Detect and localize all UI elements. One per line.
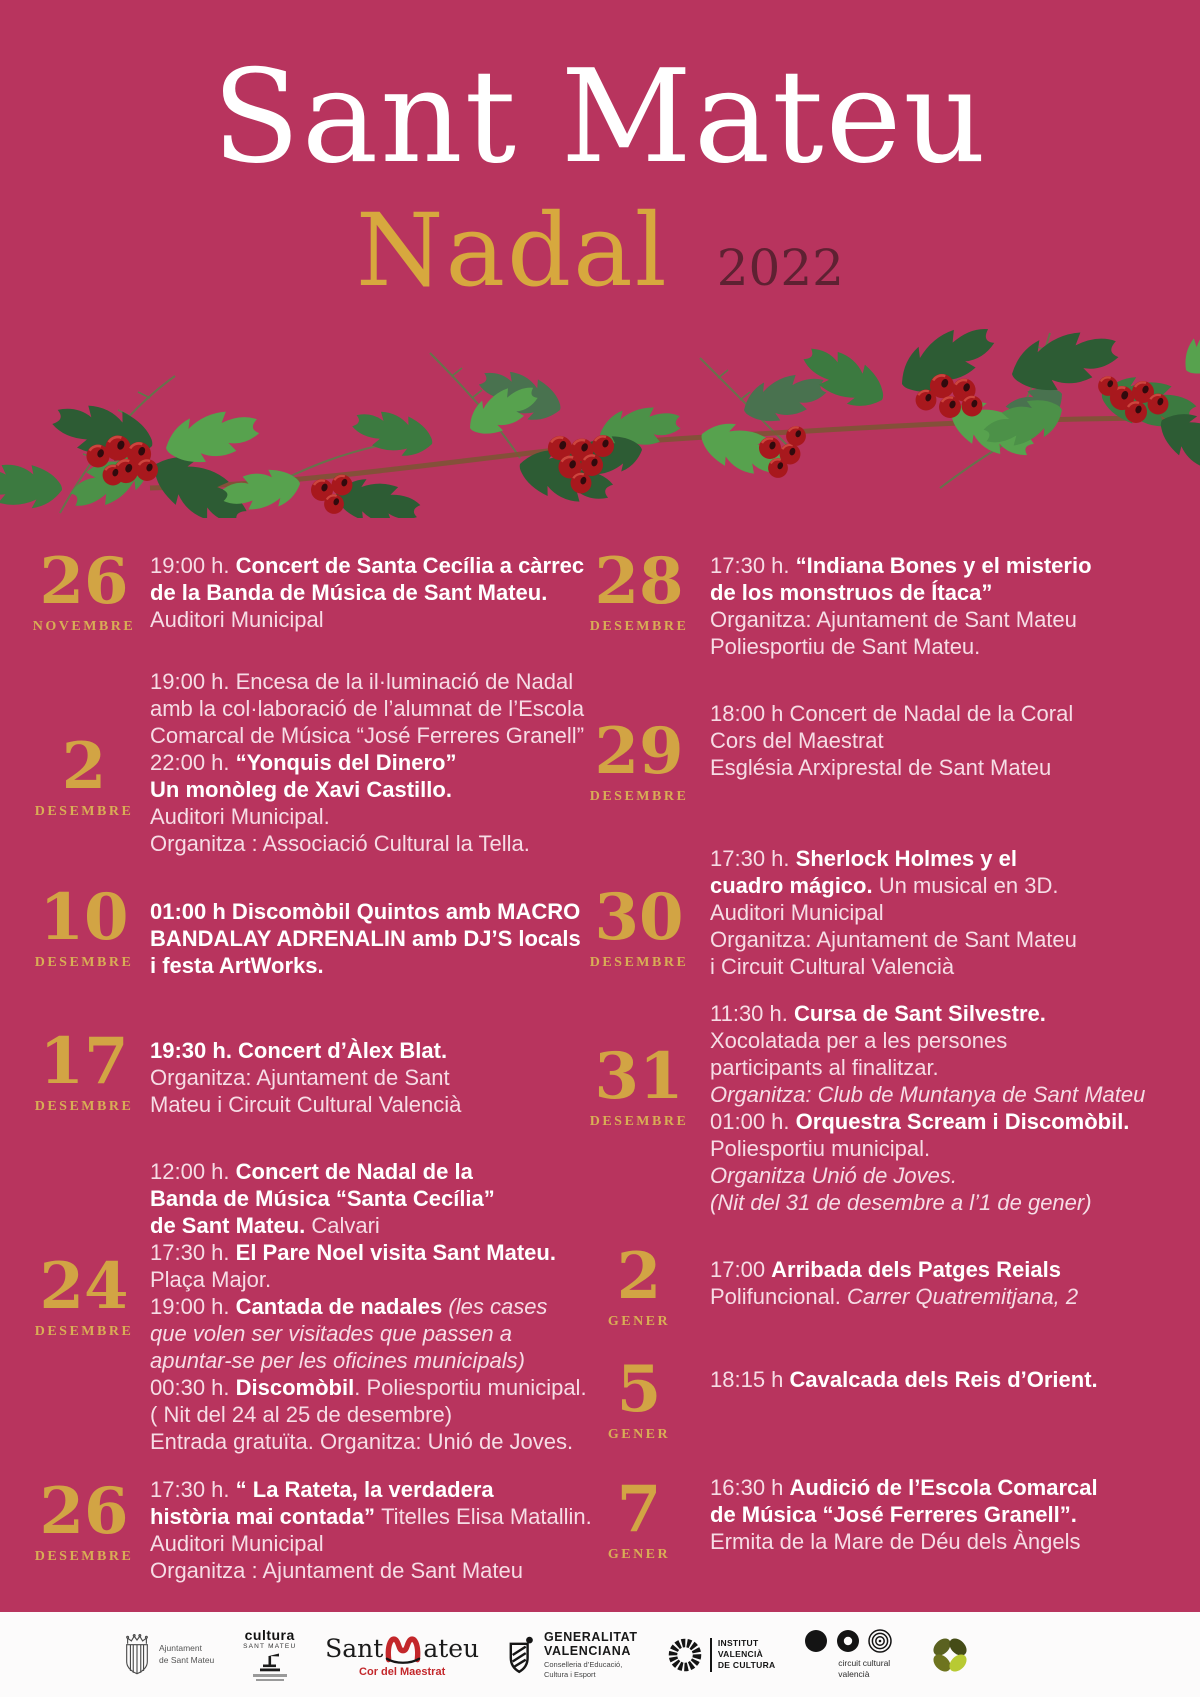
cultura-title: cultura (244, 1626, 295, 1643)
event-text-line (150, 579, 584, 606)
event-text-segment: Sherlock Holmes y el (795, 846, 1017, 871)
generalitat-emblem-icon (508, 1634, 536, 1676)
event-text-line (150, 1530, 592, 1557)
event-text-segment: Organitza : Associació Cultural la Tella. (150, 831, 530, 856)
event-text-line (150, 1557, 592, 1584)
event-text-segment: Concert de Santa Cecília a càrrec (235, 553, 585, 578)
date-number: 10 (39, 880, 129, 955)
event-text-segment: (les cases (448, 1294, 548, 1319)
event-text-segment: Titelles Elisa Matallin. (381, 1504, 592, 1529)
event-text-segment: participants al finalitzar. (710, 1055, 939, 1080)
event-text-segment: Organitza : Ajuntament de Sant Mateu (150, 1558, 524, 1583)
event-text-segment: BANDALAY ADRENALIN amb DJ’S locals (150, 926, 581, 951)
logo-institut-valencia-de-cultura (666, 1636, 775, 1674)
event-text-segment: . Poliesportiu municipal. (354, 1375, 587, 1400)
event-text-line (150, 776, 584, 803)
event-text-segment: història mai contada” (150, 1504, 382, 1529)
event-text-segment: Arribada dels Patges Reials (771, 1257, 1061, 1282)
event-text-line (710, 1256, 1078, 1283)
date-month: GENER (607, 1314, 671, 1329)
event-text-segment: 19:00 h. Encesa de la il·luminació de Nadal (150, 669, 574, 694)
event-description-24-desembre (150, 1158, 587, 1455)
event-text-segment: Calvari (311, 1213, 380, 1238)
event-text-line (150, 668, 584, 695)
event-text-line (710, 1528, 1098, 1555)
event-text-segment: Orquestra Scream i Discomòbil. (795, 1109, 1130, 1134)
event-text-line (710, 872, 1077, 899)
event-text-segment: de la Banda de Música de Sant Mateu. (150, 580, 548, 605)
event-text-segment: Poliesportiu municipal. (710, 1136, 931, 1161)
event-date-24-desembre (28, 1249, 140, 1340)
event-text-line (150, 606, 584, 633)
santmateu-word-start: Sant (325, 1633, 384, 1663)
event-text-segment: cuadro mágico. (710, 873, 879, 898)
event-text-segment: 17:30 h. (150, 1240, 236, 1265)
santmateu-word-end: ateu (423, 1633, 480, 1663)
date-month: NOVEMBRE (32, 619, 136, 634)
date-month: DESEMBRE (34, 1549, 134, 1564)
event-text-line (150, 1064, 461, 1091)
event-text-segment: 17:00 (710, 1257, 772, 1282)
holly-garland-illustration (0, 298, 1200, 518)
event-date-31-desembre (583, 1039, 695, 1130)
logo-ajuntament-sant-mateu (122, 1632, 214, 1678)
event-text-line (710, 1054, 1145, 1081)
event-text-segment: (Nit del 31 de desembre a l’1 de gener) (710, 1190, 1092, 1215)
event-text-line (710, 700, 1073, 727)
event-text-line (710, 1081, 1145, 1108)
event-text-segment: “Indiana Bones y el misterio (795, 553, 1092, 578)
event-text-segment: 00:30 h. (150, 1375, 236, 1400)
gva-title-line: GENERALITAT (543, 1629, 638, 1644)
event-text-line (150, 1158, 587, 1185)
ivc-text-line: INSTITUT (717, 1637, 759, 1648)
event-text-line (710, 1474, 1098, 1501)
event-text-segment: 19:30 h. Concert d’Àlex Blat. (150, 1038, 448, 1063)
event-text-segment: 18:00 h Concert de Nadal de la Coral (710, 701, 1074, 726)
event-text-segment: apuntar-se per les oficines municipals) (150, 1348, 525, 1373)
event-text-segment: Poliesportiu de Sant Mateu. (710, 634, 981, 659)
event-text-line (150, 1293, 587, 1320)
event-date-30-desembre (583, 880, 695, 971)
event-text-line (150, 1476, 592, 1503)
event-text-segment: 17:30 h. (150, 1477, 236, 1502)
event-date-2-desembre (28, 729, 140, 820)
event-text-segment: Audició de l’Escola Comarcal (789, 1475, 1098, 1500)
event-text-line (710, 1366, 1098, 1393)
date-number: 30 (594, 880, 684, 955)
event-description-2-gener (710, 1256, 1078, 1310)
date-month: DESEMBRE (589, 619, 689, 634)
event-text-segment: i festa ArtWorks. (150, 953, 324, 978)
event-text-line (710, 1027, 1145, 1054)
event-date-10-desembre (28, 880, 140, 971)
event-text-segment: 22:00 h. (150, 750, 236, 775)
event-date-29-desembre (583, 714, 695, 805)
event-description-17-desembre (150, 1037, 461, 1118)
event-date-28-desembre (583, 544, 695, 635)
event-text-segment: Ermita de la Mare de Déu dels Àngels (710, 1529, 1081, 1554)
event-text-line (150, 1185, 587, 1212)
event-text-line (150, 1320, 587, 1347)
event-description-10-desembre (150, 898, 581, 979)
event-date-26-novembre (28, 544, 140, 635)
poster-title: Sant Mateu (212, 43, 988, 192)
event-text-line (710, 1000, 1145, 1027)
event-text-segment: 17:30 h. (710, 553, 796, 578)
event-text-segment: Concert de Nadal de la (235, 1159, 473, 1184)
circuit-text-line: valencià (838, 1669, 870, 1679)
event-text-segment: 12:00 h. (150, 1159, 236, 1184)
event-description-2-desembre (150, 668, 584, 857)
cultura-press-icon (258, 1652, 282, 1672)
event-text-line (150, 749, 584, 776)
event-text-line (150, 552, 584, 579)
ivc-mosaic-circle-icon (666, 1636, 704, 1674)
event-text-line (150, 898, 581, 925)
date-month: DESEMBRE (589, 1114, 689, 1129)
event-text-segment: Entrada gratuïta. Organitza: Unió de Joves. (150, 1429, 574, 1454)
event-description-28-desembre (710, 552, 1092, 660)
event-text-segment: Organitza: Ajuntament de Sant Mateu (710, 607, 1077, 632)
event-text-segment: ( Nit del 24 al 25 de desembre) (150, 1402, 453, 1427)
event-text-line (150, 1212, 587, 1239)
event-text-segment: “ La Rateta, la verdadera (235, 1477, 494, 1502)
event-text-line (150, 1503, 592, 1530)
date-number: 2 (616, 1239, 662, 1314)
event-text-line (710, 552, 1092, 579)
event-text-line (710, 1501, 1098, 1528)
circuit-circles-icon (804, 1629, 896, 1655)
event-text-line (150, 952, 581, 979)
date-number: 26 (39, 544, 129, 619)
event-text-segment: Comarcal de Música “José Ferreres Granell” (150, 723, 585, 748)
poster-year: 2022 (716, 239, 844, 297)
event-text-segment: Auditori Municipal (710, 900, 884, 925)
event-text-line (710, 633, 1092, 660)
event-text-line (150, 1091, 461, 1118)
event-text-line (150, 1239, 587, 1266)
sant-mateu-m-icon (383, 1631, 423, 1665)
ajuntament-caption-line: Ajuntament (159, 1643, 202, 1654)
event-text-segment: Auditori Municipal (150, 1531, 324, 1556)
event-text-segment: de los monstruos de Ítaca” (710, 580, 993, 605)
event-text-line (710, 727, 1073, 754)
event-text-line (710, 953, 1077, 980)
date-month: DESEMBRE (34, 1324, 134, 1339)
event-text-line (150, 830, 584, 857)
event-text-segment: 01:00 h. (710, 1109, 796, 1134)
event-text-segment: 19:00 h. (150, 553, 236, 578)
date-month: DESEMBRE (34, 955, 134, 970)
event-text-line (710, 1162, 1145, 1189)
event-text-segment: Un musical en 3D. (878, 873, 1059, 898)
event-description-26-novembre (150, 552, 584, 633)
logo-generalitat-valenciana (508, 1630, 638, 1680)
event-text-segment: Cors del Maestrat (710, 728, 884, 753)
event-text-segment: Organitza: Club de Muntanya de Sant Mateu (710, 1082, 1146, 1107)
event-text-line (710, 579, 1092, 606)
event-description-26-desembre (150, 1476, 592, 1584)
event-date-2-gener (583, 1239, 695, 1330)
date-number: 26 (39, 1474, 129, 1549)
logo-cultura-sant-mateu (243, 1628, 296, 1682)
poster-subtitle-row (0, 192, 1200, 309)
event-text-line (710, 926, 1077, 953)
date-month: DESEMBRE (34, 804, 134, 819)
event-text-line (150, 722, 584, 749)
date-number: 24 (39, 1249, 129, 1324)
event-text-line (710, 845, 1077, 872)
event-date-17-desembre (28, 1024, 140, 1115)
date-month: DESEMBRE (34, 1099, 134, 1114)
event-text-segment: 11:30 h. (710, 1001, 794, 1026)
cultura-subtitle: SANT MATEU (243, 1642, 297, 1650)
event-text-segment: Polifuncional. (710, 1284, 847, 1309)
santmateu-tagline: Cor del Maestrat (359, 1666, 446, 1678)
event-text-line (150, 803, 584, 830)
event-text-line (710, 1189, 1145, 1216)
event-text-line (150, 1374, 587, 1401)
event-text-segment: Cursa de Sant Silvestre. (794, 1001, 1046, 1026)
event-text-segment: que volen ser visitades que passen a (150, 1321, 513, 1346)
event-date-5-gener (583, 1352, 695, 1443)
event-text-segment: El Pare Noel visita Sant Mateu. (235, 1240, 556, 1265)
event-text-line (710, 754, 1073, 781)
event-date-26-desembre (28, 1474, 140, 1565)
ajuntament-crest-icon (122, 1632, 152, 1678)
date-number: 17 (39, 1024, 129, 1099)
event-text-segment: 19:00 h. (150, 1294, 236, 1319)
event-text-segment: 18:15 h (710, 1367, 790, 1392)
event-description-31-desembre (710, 1000, 1145, 1216)
ivc-divider (710, 1638, 712, 1672)
event-text-segment: Cavalcada dels Reis d’Orient. (789, 1367, 1098, 1392)
event-text-segment: Església Arxiprestal de Sant Mateu (710, 755, 1052, 780)
logo-clover (925, 1630, 975, 1680)
event-text-segment: Auditori Municipal. (150, 804, 330, 829)
event-text-line (150, 1266, 587, 1293)
event-text-line (710, 1283, 1078, 1310)
date-number: 5 (616, 1352, 662, 1427)
event-description-7-gener (710, 1474, 1098, 1555)
event-text-segment: Xocolatada per a les persones (710, 1028, 1008, 1053)
event-text-line (710, 1108, 1145, 1135)
event-text-segment: amb la col·laboració de l’alumnat de l’Escola (150, 696, 585, 721)
ivc-text-line: VALENCIÀ (717, 1648, 764, 1659)
event-description-30-desembre (710, 845, 1077, 980)
date-month: DESEMBRE (589, 789, 689, 804)
circuit-text-line: circuit cultural (838, 1658, 891, 1669)
event-text-segment: Plaça Major. (150, 1267, 272, 1292)
logo-sant-mateu-cor-del-maestrat (325, 1631, 479, 1678)
event-date-7-gener (583, 1472, 695, 1563)
event-text-segment: Un monòleg de Xavi Castillo. (150, 777, 452, 802)
event-text-line (150, 1347, 587, 1374)
gva-sub-line: Conselleria d’Educació, (543, 1659, 623, 1669)
ajuntament-caption-line: de Sant Mateu (159, 1654, 215, 1665)
event-text-segment: Organitza: Ajuntament de Sant (150, 1065, 450, 1090)
event-text-line (150, 1037, 461, 1064)
event-text-segment: 01:00 h Discomòbil Quintos amb MACRO (150, 899, 581, 924)
gva-title-line: VALENCIANA (543, 1644, 631, 1659)
event-text-segment: Organitza Unió de Joves. (710, 1163, 958, 1188)
event-text-segment: Discomòbil (235, 1375, 355, 1400)
date-month: DESEMBRE (589, 955, 689, 970)
event-text-line (710, 1135, 1145, 1162)
event-text-segment: de Música “José Ferreres Granell”. (710, 1502, 1077, 1527)
event-description-29-desembre (710, 700, 1073, 781)
event-text-segment: de Sant Mateu. (150, 1213, 312, 1238)
event-text-segment: Banda de Música “Santa Cecília” (150, 1186, 495, 1211)
event-text-segment: 17:30 h. (710, 846, 796, 871)
event-text-line (710, 899, 1077, 926)
logo-circuit-cultural-valencia (804, 1629, 896, 1679)
event-text-line (710, 606, 1092, 633)
event-text-line (150, 1428, 587, 1455)
date-number: 29 (594, 714, 684, 789)
date-number: 31 (594, 1039, 684, 1114)
event-text-segment: Organitza: Ajuntament de Sant Mateu (710, 927, 1077, 952)
date-number: 28 (594, 544, 684, 619)
gva-sub-line: Cultura i Esport (543, 1669, 596, 1679)
cultura-fineprint-bar (253, 1674, 287, 1677)
ivc-text-line: DE CULTURA (717, 1660, 776, 1671)
date-month: GENER (607, 1547, 671, 1562)
sponsor-footer (0, 1612, 1200, 1697)
event-text-line (150, 1401, 587, 1428)
event-description-5-gener (710, 1366, 1098, 1393)
event-text-line (150, 695, 584, 722)
event-text-segment: Carrer Quatremitjana, 2 (846, 1284, 1079, 1309)
event-text-line (150, 925, 581, 952)
event-text-segment: “Yonquis del Dinero” (235, 750, 457, 775)
event-text-segment: 16:30 h (710, 1475, 790, 1500)
event-text-segment: Mateu i Circuit Cultural Valencià (150, 1092, 462, 1117)
event-text-segment: Cantada de nadales (235, 1294, 449, 1319)
cultura-fineprint-bar (256, 1679, 284, 1682)
event-text-segment: i Circuit Cultural Valencià (710, 954, 955, 979)
clover-icon (925, 1630, 975, 1680)
poster-subtitle: Nadal (356, 192, 669, 309)
date-month: GENER (607, 1427, 671, 1442)
date-number: 7 (616, 1472, 662, 1547)
event-text-segment: Auditori Municipal (150, 607, 324, 632)
date-number: 2 (61, 729, 107, 804)
